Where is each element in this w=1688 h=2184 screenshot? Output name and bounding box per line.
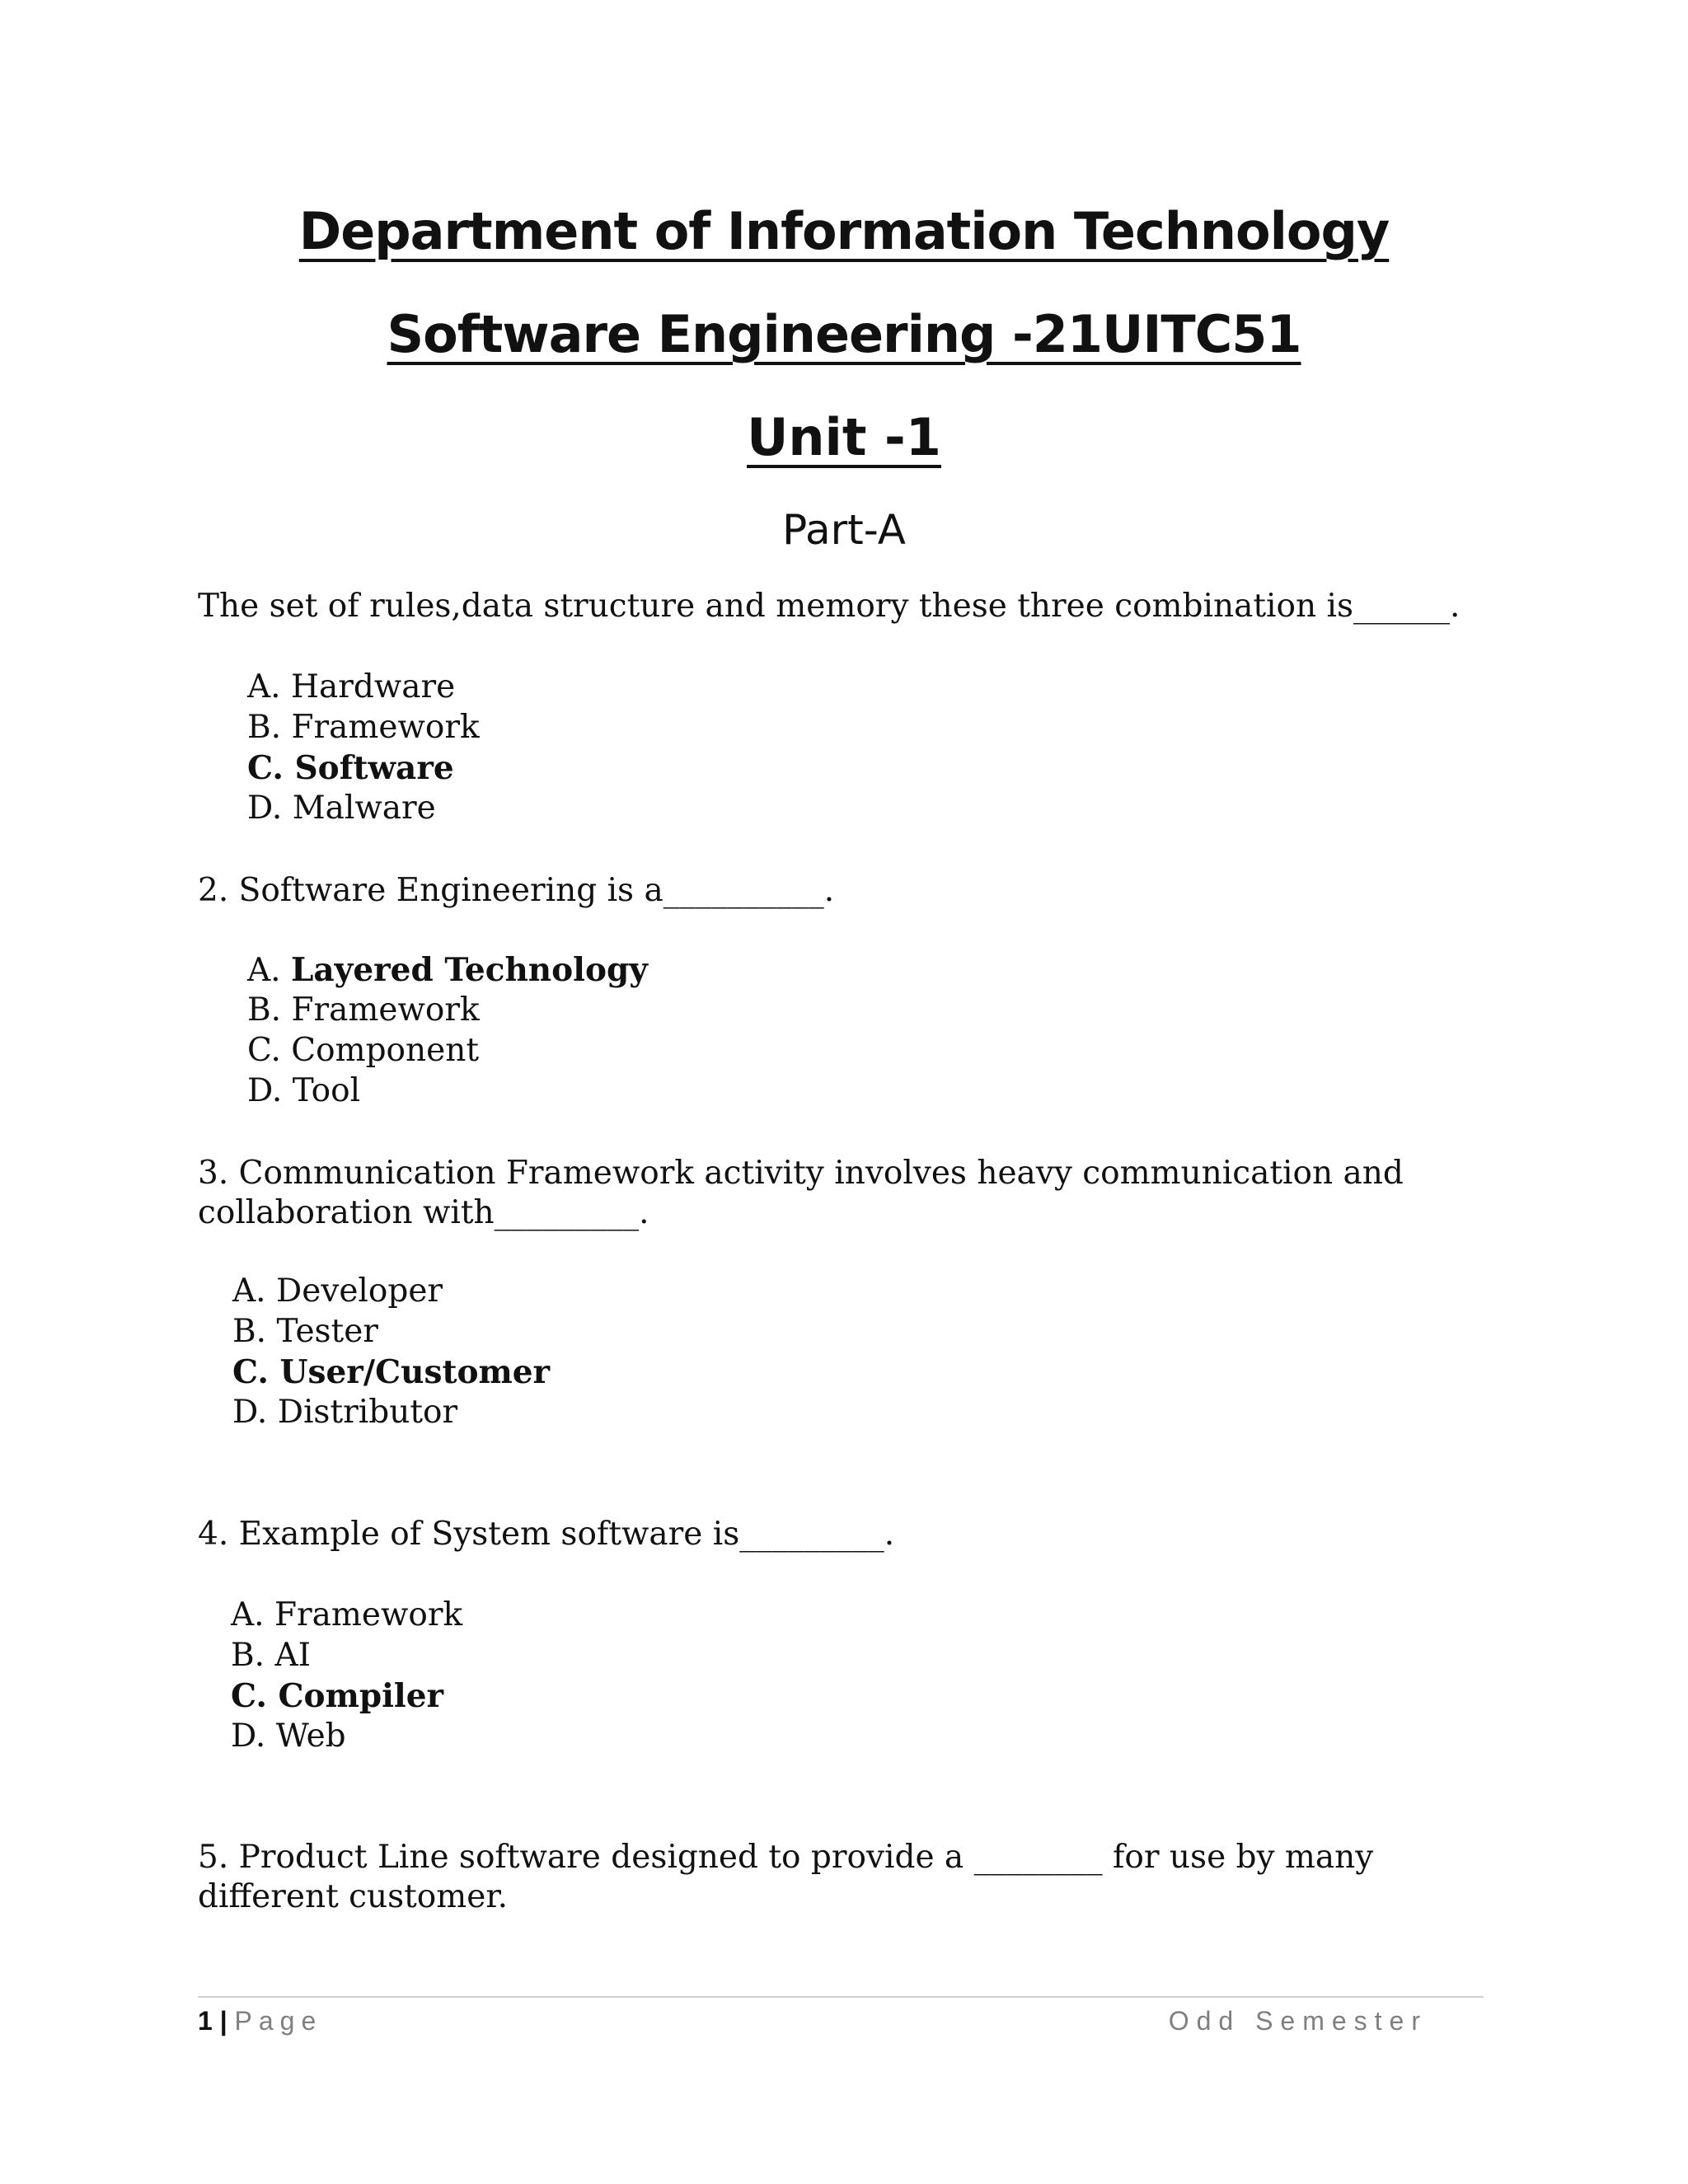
option-letter: D. xyxy=(247,790,283,827)
option-item-correct xyxy=(247,748,480,789)
question-3-options xyxy=(232,1272,550,1433)
option-letter: C. xyxy=(232,1353,269,1391)
option-item xyxy=(231,1636,462,1676)
course-title: Software Engineering -21UITC51 xyxy=(387,304,1301,364)
option-item xyxy=(232,1393,550,1433)
option-item xyxy=(247,789,480,829)
semester-label: Odd Semester xyxy=(1168,2006,1428,2036)
question-1-options xyxy=(247,668,480,829)
option-label: Software xyxy=(294,749,454,787)
question-5-text: 5. Product Line software designed to provide a ________ for use by many different customer. xyxy=(198,1839,1374,1915)
page-footer-left xyxy=(198,2004,322,2037)
option-label: User/Customer xyxy=(279,1353,551,1391)
question-4-text: 4. Example of System software is_________. xyxy=(198,1516,895,1553)
option-letter: D. xyxy=(232,1394,268,1431)
option-letter: A. xyxy=(232,1272,266,1310)
option-item xyxy=(247,668,480,708)
option-item xyxy=(231,1596,462,1636)
option-label: Web xyxy=(275,1718,346,1755)
option-item-correct xyxy=(247,950,648,991)
option-item xyxy=(247,1071,648,1112)
option-letter: C. xyxy=(247,749,284,787)
option-label: Tester xyxy=(276,1313,378,1350)
question-2-text: 2. Software Engineering is a__________. xyxy=(198,872,835,909)
option-item xyxy=(231,1717,462,1757)
option-letter: B. xyxy=(231,1637,265,1674)
option-letter: D. xyxy=(247,1072,283,1109)
department-title: Department of Information Technology xyxy=(298,201,1390,261)
option-label: Component xyxy=(291,1032,480,1069)
option-letter: A. xyxy=(247,668,281,705)
option-label: Framework xyxy=(291,991,480,1029)
option-letter: B. xyxy=(247,991,282,1029)
option-label: Distributor xyxy=(277,1394,458,1431)
option-label: Layered Technology xyxy=(290,951,648,989)
option-item xyxy=(232,1312,550,1352)
footer-divider xyxy=(198,1996,1484,1998)
option-label: Compiler xyxy=(278,1677,444,1715)
option-item-correct xyxy=(231,1676,462,1717)
option-label: Tool xyxy=(292,1072,361,1109)
part-label: Part-A xyxy=(782,506,906,554)
option-label: Developer xyxy=(275,1272,443,1310)
option-letter: C. xyxy=(231,1677,267,1715)
question-1-text: The set of rules,data structure and memory these three combination is______. xyxy=(198,588,1461,625)
option-item xyxy=(247,1031,648,1071)
option-letter: B. xyxy=(247,709,282,746)
page-label: Page xyxy=(234,2006,323,2036)
option-label: Framework xyxy=(274,1596,463,1633)
option-label: Hardware xyxy=(290,668,456,705)
option-item-correct xyxy=(232,1352,550,1393)
option-item xyxy=(247,991,648,1031)
option-letter: C. xyxy=(247,1032,281,1069)
option-label: Framework xyxy=(291,709,480,746)
option-letter: D. xyxy=(231,1718,266,1755)
option-letter: A. xyxy=(247,952,281,989)
option-item xyxy=(232,1272,550,1312)
question-3-text: 3. Communication Framework activity involves heavy communication and collaboration with_________. xyxy=(198,1155,1404,1231)
page-number: 1 xyxy=(198,2006,213,2036)
question-2-options xyxy=(247,950,648,1112)
unit-title: Unit -1 xyxy=(747,407,941,467)
option-label: AI xyxy=(274,1637,312,1674)
option-item xyxy=(247,708,480,748)
option-letter: B. xyxy=(232,1313,267,1350)
option-letter: A. xyxy=(231,1596,265,1633)
option-label: Malware xyxy=(292,790,436,827)
page-separator: | xyxy=(219,2006,227,2036)
question-4-options xyxy=(231,1596,462,1757)
